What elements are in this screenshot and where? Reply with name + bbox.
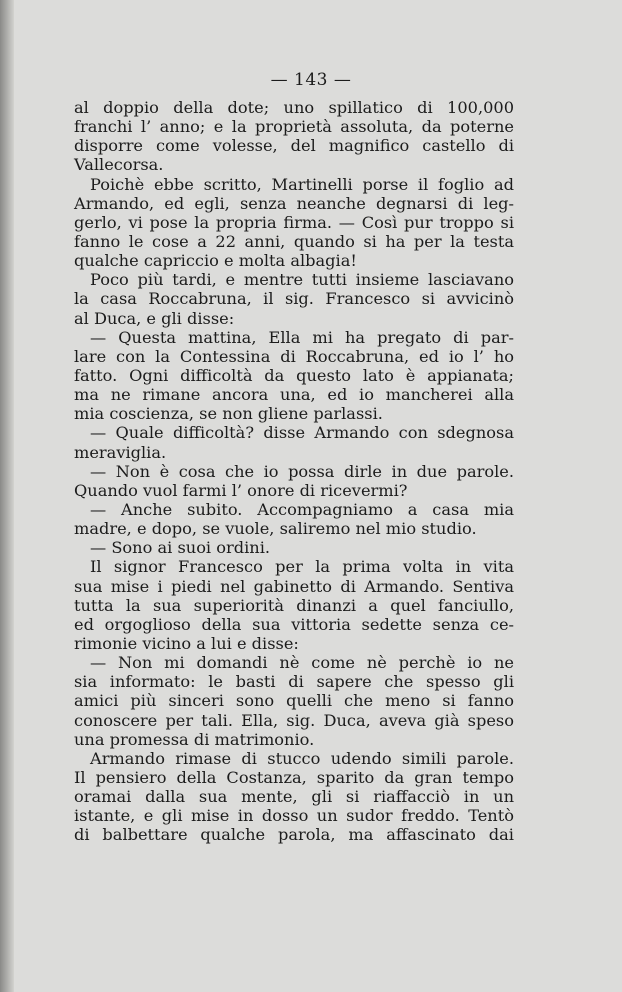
text-line: Armando, ed egli, senza neanche degnarsi di leg- (74, 193, 514, 213)
text-line: sia informato: le basti di sapere che spesso gli (74, 672, 514, 692)
text-line: al doppio della dote; uno spillatico di 100,000 (74, 98, 514, 117)
text-line: Armando rimase di stucco udendo simili parole. (90, 748, 514, 768)
page-spine-shadow (0, 0, 14, 992)
text-line: — Quale difficoltà? disse Armando con sdegnosa (90, 423, 514, 443)
text-line: Vallecorsa. (74, 155, 164, 175)
text-line: la casa Roccabruna, il sig. Francesco si avvicinò (74, 289, 514, 309)
text-line: gerlo, vi pose la propria firma. — Così pur troppo si (74, 212, 514, 232)
page-number: — 143 — (270, 70, 352, 90)
text-line: mia coscienza, se non gliene parlassi. (74, 404, 383, 424)
text-line: Il pensiero della Costanza, sparito da gran tempo (74, 767, 514, 787)
text-line: ma ne rimane ancora una, ed io mancherei alla (74, 385, 514, 405)
text-line: Poco più tardi, e mentre tutti insieme lasciavano (90, 270, 514, 290)
text-line: ed orgoglioso della sua vittoria sedette senza ce- (74, 614, 514, 634)
text-line: madre, e dopo, se vuole, saliremo nel mio studio. (74, 519, 477, 539)
text-line: una promessa di matrimonio. (74, 729, 315, 749)
text-line: fanno le cose a 22 anni, quando si ha per la testa (74, 231, 514, 251)
body-text (74, 98, 514, 844)
text-line: rimonie vicino a lui e disse: (74, 633, 299, 653)
text-line: conoscere per tali. Ella, sig. Duca, aveva già speso (74, 710, 514, 730)
text-line: qualche capriccio e molta albagia! (74, 251, 357, 271)
text-line: Quando vuol farmi l’ onore di ricevermi? (74, 480, 408, 500)
text-line: — Non mi domandi nè come nè perchè io ne (90, 653, 514, 673)
text-line: sua mise i piedi nel gabinetto di Armando. Sentiva (74, 576, 514, 596)
text-line: Il signor Francesco per la prima volta in vita (90, 557, 514, 577)
text-line: fatto. Ogni difficoltà da questo lato è appianata; (74, 365, 514, 385)
text-line: oramai dalla sua mente, gli si riaffacciò in un (74, 787, 514, 807)
text-line: disporre come volesse, del magnifico castello di (74, 136, 514, 156)
text-line: — Questa mattina, Ella mi ha pregato di par- (90, 327, 514, 347)
text-line: — Non è cosa che io possa dirle in due parole. (90, 461, 514, 481)
text-line: al Duca, e gli disse: (74, 308, 235, 328)
text-line: tutta la sua superiorità dinanzi a quel fanciullo, (74, 595, 514, 615)
text-line: Poichè ebbe scritto, Martinelli porse il foglio ad (90, 174, 514, 194)
text-line: di balbettare qualche parola, ma affascinato dai (74, 825, 514, 845)
text-line: franchi l’ anno; e la proprietà assoluta, da poterne (74, 117, 514, 137)
text-line: — Sono ai suoi ordini. (90, 538, 271, 558)
text-line: — Anche subito. Accompagniamo a casa mia (90, 499, 514, 519)
text-line: meraviglia. (74, 442, 167, 462)
text-line: amici più sinceri sono quelli che meno si fanno (74, 691, 514, 711)
text-line: lare con la Contessina di Roccabruna, ed io l’ ho (74, 346, 514, 366)
text-line: istante, e gli mise in dosso un sudor freddo. Tentò (74, 806, 514, 826)
